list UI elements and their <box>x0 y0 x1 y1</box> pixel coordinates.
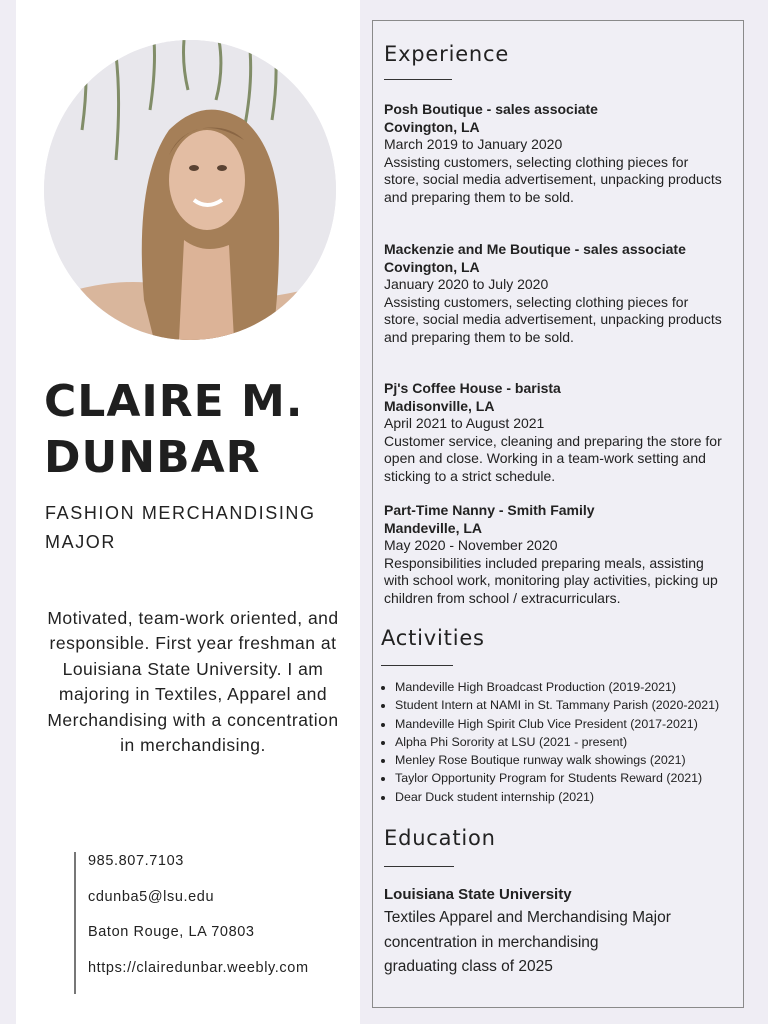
job-entry <box>384 241 724 346</box>
activities-heading: Activities <box>381 626 485 650</box>
list-item: • Dear Duck student internship (2021) <box>395 788 719 806</box>
job-location: Covington, LA <box>384 118 480 135</box>
website-link: https://clairedunbar.weebly.com <box>88 959 309 976</box>
list-item: • Mandeville High Spirit Club Vice President (2017-2021) <box>395 715 719 733</box>
education-rule <box>384 866 454 867</box>
job-entry <box>384 502 724 607</box>
degree-line: Textiles Apparel and Merchandising Major <box>384 909 671 926</box>
major-line-2: MAJOR <box>45 532 116 552</box>
major-title <box>45 499 345 557</box>
job-description: Customer service, cleaning and preparing the store for open and close. Working in a team-work setting and sticking to a strict schedule. <box>384 432 722 484</box>
job-title: Mackenzie and Me Boutique - sales associate <box>384 241 686 257</box>
list-item: • Mandeville High Broadcast Production (2019-2021) <box>395 678 719 696</box>
email-address: cdunba5@lsu.edu <box>88 888 215 905</box>
activities-rule <box>381 665 453 666</box>
summary-text: Motivated, team-work oriented, and responsible. First year freshman at Louisiana State University. I am majoring in Textiles, Apparel and Merchandising with a concentration in merchandising. <box>47 608 339 756</box>
job-location: Mandeville, LA <box>384 519 483 536</box>
postal-address: Baton Rouge, LA 70803 <box>88 924 255 940</box>
job-dates: January 2020 to July 2020 <box>384 276 549 292</box>
education-heading: Education <box>384 826 496 850</box>
job-entry <box>384 380 724 485</box>
job-description: Assisting customers, selecting clothing pieces for store, social media advertisement, unpacking products and preparing them to be sold. <box>384 293 722 345</box>
list-item: • Alpha Phi Sorority at LSU (2021 - present) <box>395 733 719 751</box>
name-line-2: DUNBAR <box>44 432 261 483</box>
job-location: Madisonville, LA <box>384 397 495 414</box>
experience-rule <box>384 79 452 80</box>
job-title: Posh Boutique - sales associate <box>384 101 598 117</box>
list-item: • Taylor Opportunity Program for Students Reward (2021) <box>395 769 719 787</box>
job-dates: April 2021 to August 2021 <box>384 415 545 431</box>
candidate-name <box>44 374 304 486</box>
job-dates: May 2020 - November 2020 <box>384 537 558 553</box>
profile-photo <box>44 40 336 340</box>
experience-heading: Experience <box>384 42 510 66</box>
list-item: • Menley Rose Boutique runway walk showings (2021) <box>395 751 719 769</box>
job-location: Covington, LA <box>384 258 480 275</box>
job-entry <box>384 101 724 206</box>
name-line-1: CLAIRE M. <box>44 376 304 427</box>
education-entry <box>384 884 724 980</box>
list-item: • Student Intern at NAMI in St. Tammany Parish (2020-2021) <box>395 696 719 714</box>
concentration-line: concentration in merchandising <box>384 933 599 951</box>
major-line-1: FASHION MERCHANDISING <box>45 503 316 523</box>
job-dates: March 2019 to January 2020 <box>384 136 563 152</box>
job-title: Part-Time Nanny - Smith Family <box>384 502 595 518</box>
job-title: Pj's Coffee House - barista <box>384 380 561 396</box>
contact-info <box>74 852 346 994</box>
job-description: Responsibilities included preparing meals, assisting with school work, monitoring play activities, picking up children from school / extracurriculars. <box>384 554 718 606</box>
job-description: Assisting customers, selecting clothing pieces for store, social media advertisement, unpacking products and preparing them to be sold. <box>384 153 722 205</box>
phone-number: 985.807.7103 <box>88 853 184 869</box>
school-name: Louisiana State University <box>384 886 572 903</box>
graduation-line: graduating class of 2025 <box>384 958 553 975</box>
activities-list <box>380 678 719 806</box>
